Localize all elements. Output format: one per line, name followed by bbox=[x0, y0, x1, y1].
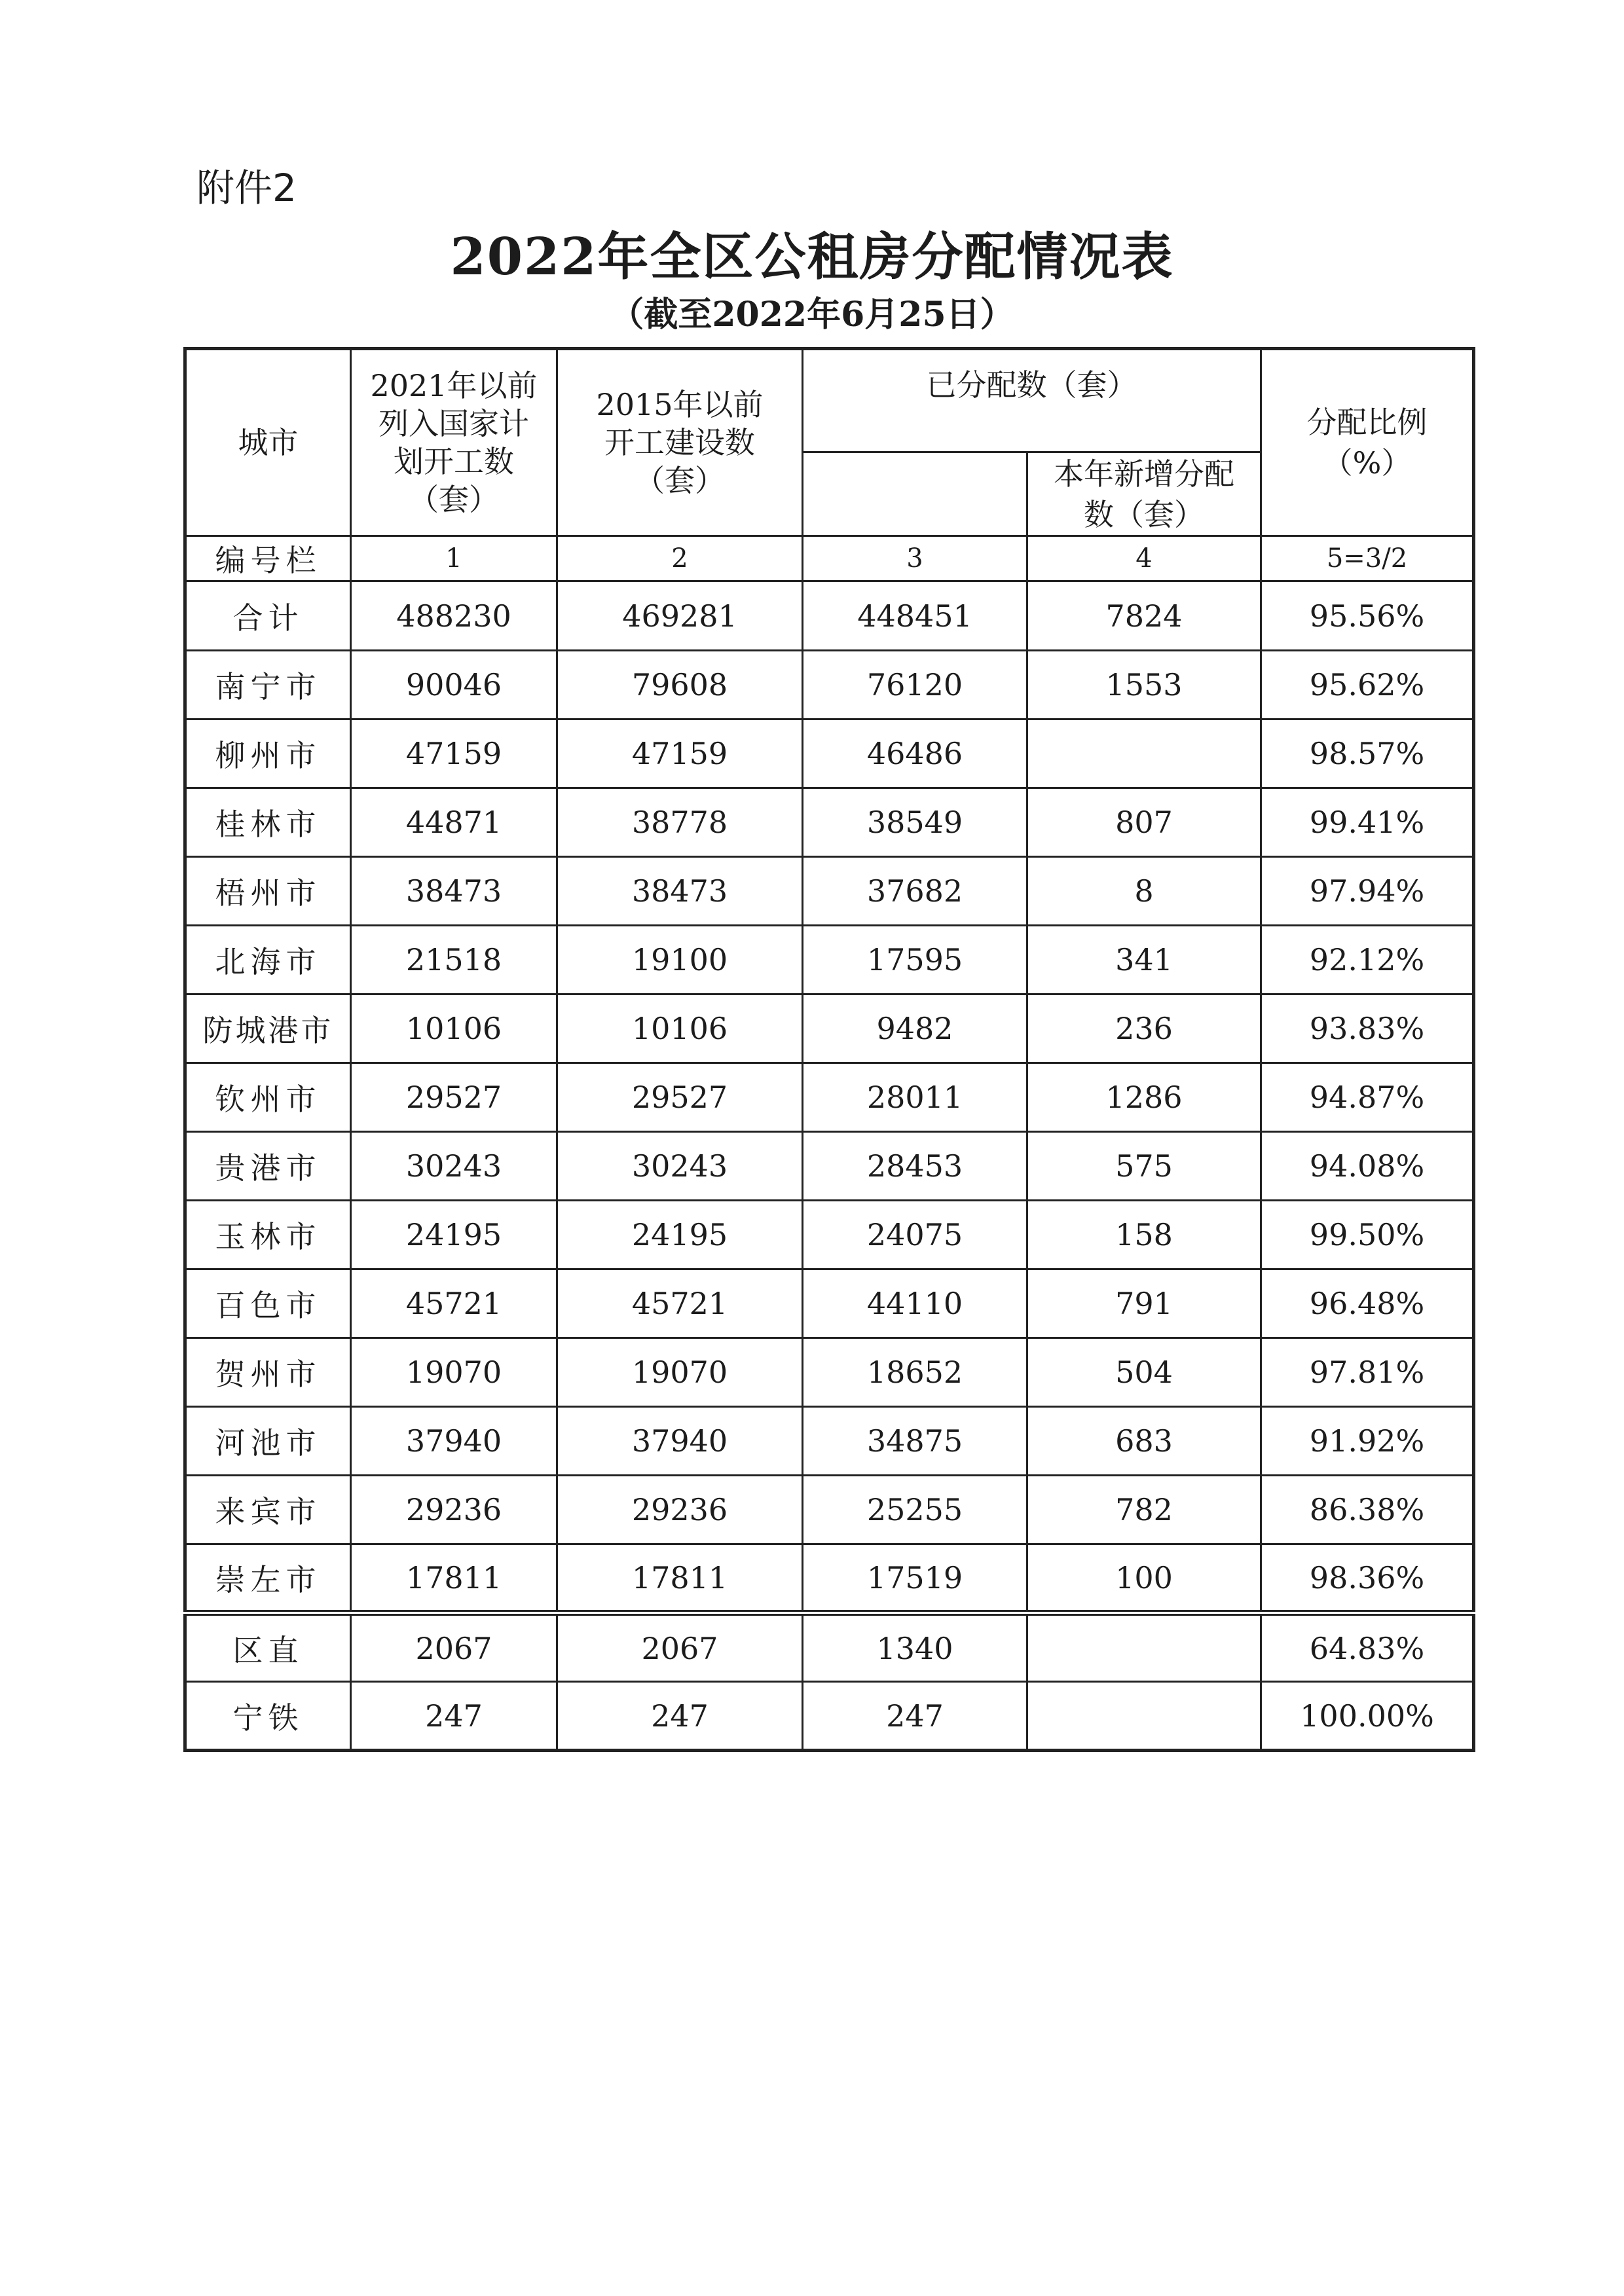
table-cell: 18652 bbox=[803, 1338, 1027, 1407]
number-row-cell: 1 bbox=[351, 536, 557, 581]
table-cell: 17811 bbox=[557, 1544, 803, 1613]
header-allocated-spacer bbox=[803, 452, 1027, 536]
table-cell: 76120 bbox=[803, 651, 1027, 720]
table-row bbox=[185, 1476, 1474, 1544]
table-cell: 10106 bbox=[557, 994, 803, 1063]
table-cell: 28011 bbox=[803, 1063, 1027, 1132]
table-cell: 158 bbox=[1027, 1201, 1261, 1269]
table-cell: 29236 bbox=[557, 1476, 803, 1544]
table-row bbox=[185, 1201, 1474, 1269]
number-row-cell: 5=3/2 bbox=[1261, 536, 1474, 581]
table-cell: 92.12% bbox=[1261, 926, 1474, 994]
header-city: 城市 bbox=[185, 349, 351, 536]
table-cell: 236 bbox=[1027, 994, 1261, 1063]
table-cell: 9482 bbox=[803, 994, 1027, 1063]
city-name: 百色市 bbox=[185, 1269, 351, 1338]
table-cell: 17811 bbox=[351, 1544, 557, 1613]
header-row-1 bbox=[185, 349, 1474, 452]
table-row bbox=[185, 857, 1474, 926]
table-cell: 44110 bbox=[803, 1269, 1027, 1338]
table-cell: 575 bbox=[1027, 1132, 1261, 1201]
city-name: 桂林市 bbox=[185, 788, 351, 857]
table-row bbox=[185, 1132, 1474, 1201]
table-cell: 38778 bbox=[557, 788, 803, 857]
table-cell: 21518 bbox=[351, 926, 557, 994]
table-cell: 24075 bbox=[803, 1201, 1027, 1269]
table-cell: 10106 bbox=[351, 994, 557, 1063]
total-cell: 95.56% bbox=[1261, 581, 1474, 651]
table-cell: 28453 bbox=[803, 1132, 1027, 1201]
table-cell: 30243 bbox=[351, 1132, 557, 1201]
header-construction-starts: 2015年以前开工建设数（套） bbox=[557, 349, 803, 536]
table-cell: 37682 bbox=[803, 857, 1027, 926]
table-cell: 791 bbox=[1027, 1269, 1261, 1338]
table-cell: 504 bbox=[1027, 1338, 1261, 1407]
city-name: 贵港市 bbox=[185, 1132, 351, 1201]
table-cell: 341 bbox=[1027, 926, 1261, 994]
table-cell: 782 bbox=[1027, 1476, 1261, 1544]
table-cell: 37940 bbox=[351, 1407, 557, 1476]
table-row bbox=[185, 1338, 1474, 1407]
number-row-cell: 2 bbox=[557, 536, 803, 581]
table-cell: 90046 bbox=[351, 651, 557, 720]
table-cell: 1340 bbox=[803, 1613, 1027, 1682]
table-cell: 807 bbox=[1027, 788, 1261, 857]
table-cell bbox=[1027, 1613, 1261, 1682]
table-cell: 98.57% bbox=[1261, 720, 1474, 788]
table-row bbox=[185, 651, 1474, 720]
table-cell: 47159 bbox=[351, 720, 557, 788]
table-cell: 93.83% bbox=[1261, 994, 1474, 1063]
table-cell: 29527 bbox=[557, 1063, 803, 1132]
city-name: 北海市 bbox=[185, 926, 351, 994]
table-cell: 24195 bbox=[557, 1201, 803, 1269]
table-cell: 38549 bbox=[803, 788, 1027, 857]
table-cell: 97.94% bbox=[1261, 857, 1474, 926]
table-cell: 97.81% bbox=[1261, 1338, 1474, 1407]
table-cell: 44871 bbox=[351, 788, 557, 857]
table-cell: 45721 bbox=[351, 1269, 557, 1338]
table-cell: 2067 bbox=[351, 1613, 557, 1682]
table-cell: 247 bbox=[557, 1682, 803, 1751]
total-label: 合计 bbox=[185, 581, 351, 651]
table-cell: 17519 bbox=[803, 1544, 1027, 1613]
city-name: 防城港市 bbox=[185, 994, 351, 1063]
allocation-table bbox=[183, 347, 1475, 1752]
table-cell: 38473 bbox=[351, 857, 557, 926]
table-cell: 1286 bbox=[1027, 1063, 1261, 1132]
number-row bbox=[185, 536, 1474, 581]
table-cell: 47159 bbox=[557, 720, 803, 788]
city-name: 崇左市 bbox=[185, 1544, 351, 1613]
table-cell: 91.92% bbox=[1261, 1407, 1474, 1476]
number-row-cell: 4 bbox=[1027, 536, 1261, 581]
table-cell: 24195 bbox=[351, 1201, 557, 1269]
attachment-label: 附件2 bbox=[196, 166, 297, 210]
city-name: 南宁市 bbox=[185, 651, 351, 720]
table-cell: 94.08% bbox=[1261, 1132, 1474, 1201]
table-cell: 247 bbox=[351, 1682, 557, 1751]
table-cell: 38473 bbox=[557, 857, 803, 926]
table-cell: 64.83% bbox=[1261, 1613, 1474, 1682]
city-name: 柳州市 bbox=[185, 720, 351, 788]
table-row bbox=[185, 1269, 1474, 1338]
header-new-allocations: 本年新增分配数（套） bbox=[1027, 452, 1261, 536]
table-cell: 99.41% bbox=[1261, 788, 1474, 857]
table-cell bbox=[1027, 720, 1261, 788]
table-cell: 19100 bbox=[557, 926, 803, 994]
header-allocated: 已分配数（套） bbox=[803, 349, 1261, 452]
table-cell: 17595 bbox=[803, 926, 1027, 994]
table-cell: 100.00% bbox=[1261, 1682, 1474, 1751]
table-cell bbox=[1027, 1682, 1261, 1751]
total-cell: 448451 bbox=[803, 581, 1027, 651]
table-cell: 45721 bbox=[557, 1269, 803, 1338]
table-cell: 25255 bbox=[803, 1476, 1027, 1544]
header-ratio: 分配比例（%） bbox=[1261, 349, 1474, 536]
table-cell: 29527 bbox=[351, 1063, 557, 1132]
table-cell: 98.36% bbox=[1261, 1544, 1474, 1613]
page-subtitle: （截至2022年6月25日） bbox=[610, 295, 1014, 335]
table-row bbox=[185, 1407, 1474, 1476]
total-cell: 488230 bbox=[351, 581, 557, 651]
city-name: 区直 bbox=[185, 1613, 351, 1682]
total-row bbox=[185, 581, 1474, 651]
table-cell: 79608 bbox=[557, 651, 803, 720]
total-cell: 469281 bbox=[557, 581, 803, 651]
table-cell: 29236 bbox=[351, 1476, 557, 1544]
table-cell: 1553 bbox=[1027, 651, 1261, 720]
table-cell: 100 bbox=[1027, 1544, 1261, 1613]
table-cell: 30243 bbox=[557, 1132, 803, 1201]
city-name: 玉林市 bbox=[185, 1201, 351, 1269]
table-cell: 94.87% bbox=[1261, 1063, 1474, 1132]
number-row-cell: 3 bbox=[803, 536, 1027, 581]
table-cell: 99.50% bbox=[1261, 1201, 1474, 1269]
header-planned-starts: 2021年以前列入国家计划开工数（套） bbox=[351, 349, 557, 536]
number-row-label: 编号栏 bbox=[185, 536, 351, 581]
table-cell: 8 bbox=[1027, 857, 1261, 926]
table-row bbox=[185, 1613, 1474, 1682]
table-row bbox=[185, 788, 1474, 857]
table-row bbox=[185, 1682, 1474, 1751]
table-cell: 2067 bbox=[557, 1613, 803, 1682]
table-cell: 247 bbox=[803, 1682, 1027, 1751]
table-row bbox=[185, 926, 1474, 994]
city-name: 来宾市 bbox=[185, 1476, 351, 1544]
page-title: 2022年全区公租房分配情况表 bbox=[450, 227, 1174, 287]
table-row bbox=[185, 1544, 1474, 1613]
city-name: 宁铁 bbox=[185, 1682, 351, 1751]
table-cell: 86.38% bbox=[1261, 1476, 1474, 1544]
table-row bbox=[185, 1063, 1474, 1132]
table-cell: 683 bbox=[1027, 1407, 1261, 1476]
table-cell: 19070 bbox=[351, 1338, 557, 1407]
table-row bbox=[185, 720, 1474, 788]
city-name: 河池市 bbox=[185, 1407, 351, 1476]
table-cell: 34875 bbox=[803, 1407, 1027, 1476]
city-name: 贺州市 bbox=[185, 1338, 351, 1407]
city-name: 梧州市 bbox=[185, 857, 351, 926]
table-row bbox=[185, 994, 1474, 1063]
total-cell: 7824 bbox=[1027, 581, 1261, 651]
table-cell: 19070 bbox=[557, 1338, 803, 1407]
table-cell: 96.48% bbox=[1261, 1269, 1474, 1338]
table-cell: 95.62% bbox=[1261, 651, 1474, 720]
city-name: 钦州市 bbox=[185, 1063, 351, 1132]
table-cell: 46486 bbox=[803, 720, 1027, 788]
table-cell: 37940 bbox=[557, 1407, 803, 1476]
